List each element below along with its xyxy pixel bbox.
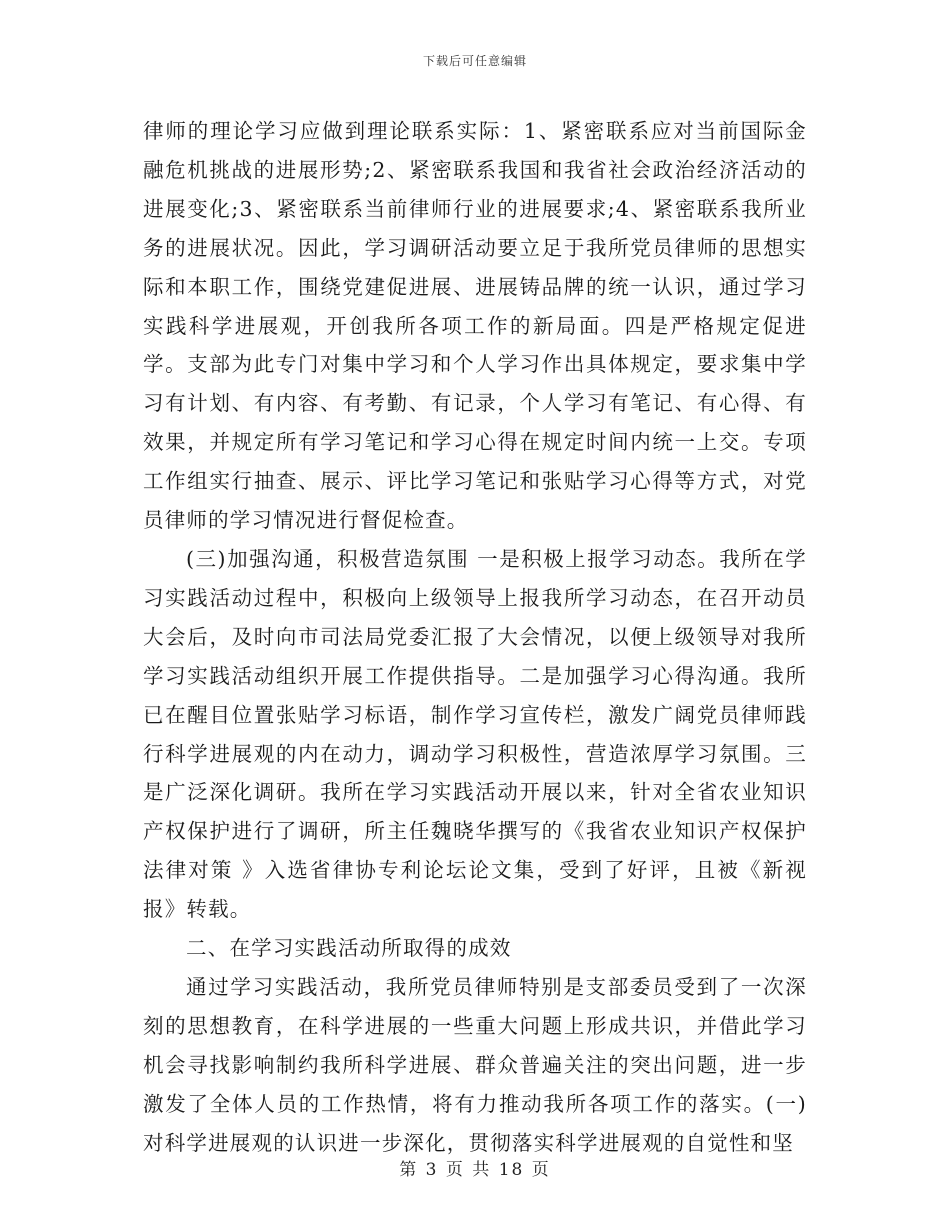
paragraph-communication: (三)加强沟通，积极营造氛围 一是积极上报学习动态。我所在学习实践活动过程中，积极向上级领导上报我所学习动态，在召开动员大会后，及时向市司法局党委汇报了大会情况，以便上级领导对我所学习实践活动组织开展工作提供指导。二是加强学习心得沟通。我所已在醒目位置张贴学习标语，制作学习宣传栏，激发广阔党员律师践行科学进展观的内在动力，调动学习积极性，营造浓厚学习氛围。三是广泛深化调研。我所在学习实践活动开展以来，针对全省农业知识产权保护进行了调研，所主任魏晓华撰写的《我省农业知识产权保护法律对策 》入选省律协专利论坛论文集，受到了好评，且被《新视报》转载。 [143, 546, 807, 922]
document-body [143, 112, 807, 1162]
paragraph-theory-study: 律师的理论学习应做到理论联系实际：1、紧密联系应对当前国际金融危机挑战的进展形势;2、紧密联系我国和我省社会政治经济活动的进展变化;3、紧密联系当前律师行业的进展要求;4、紧密联系我所业务的进展状况。因此，学习调研活动要立足于我所党员律师的思想实际和本职工作，围绕党建促进展、进展铸品牌的统一认识，通过学习实践科学进展观，开创我所各项工作的新局面。四是严格规定促进学。支部为此专门对集中学习和个人学习作出具体规定，要求集中学习有计划、有内容、有考勤、有记录，个人学习有笔记、有心得、有效果，并规定所有学习笔记和学习心得在规定时间内统一上交。专项工作组实行抽查、展示、评比学习笔记和张贴学习心得等方式，对党员律师的学习情况进行督促检查。 [143, 119, 807, 533]
paragraph-achievements: 通过学习实践活动，我所党员律师特别是支部委员受到了一次深刻的思想教育，在科学进展的一些重大问题上形成共识，并借此学习机会寻找影响制约我所科学进展、群众普遍关注的突出问题，进一步激发了全体人员的工作热情，将有力推动我所各项工作的落实。(一)对科学进展观的认识进一步深化，贯彻落实科学进展观的自觉性和坚 [143, 974, 807, 1155]
page-header: 下载后可任意编辑 [422, 54, 527, 68]
page-number: 第 3 页 共 18 页 [399, 1160, 551, 1180]
section-heading-achievements: 二、在学习实践活动所取得的成效 [186, 936, 512, 961]
